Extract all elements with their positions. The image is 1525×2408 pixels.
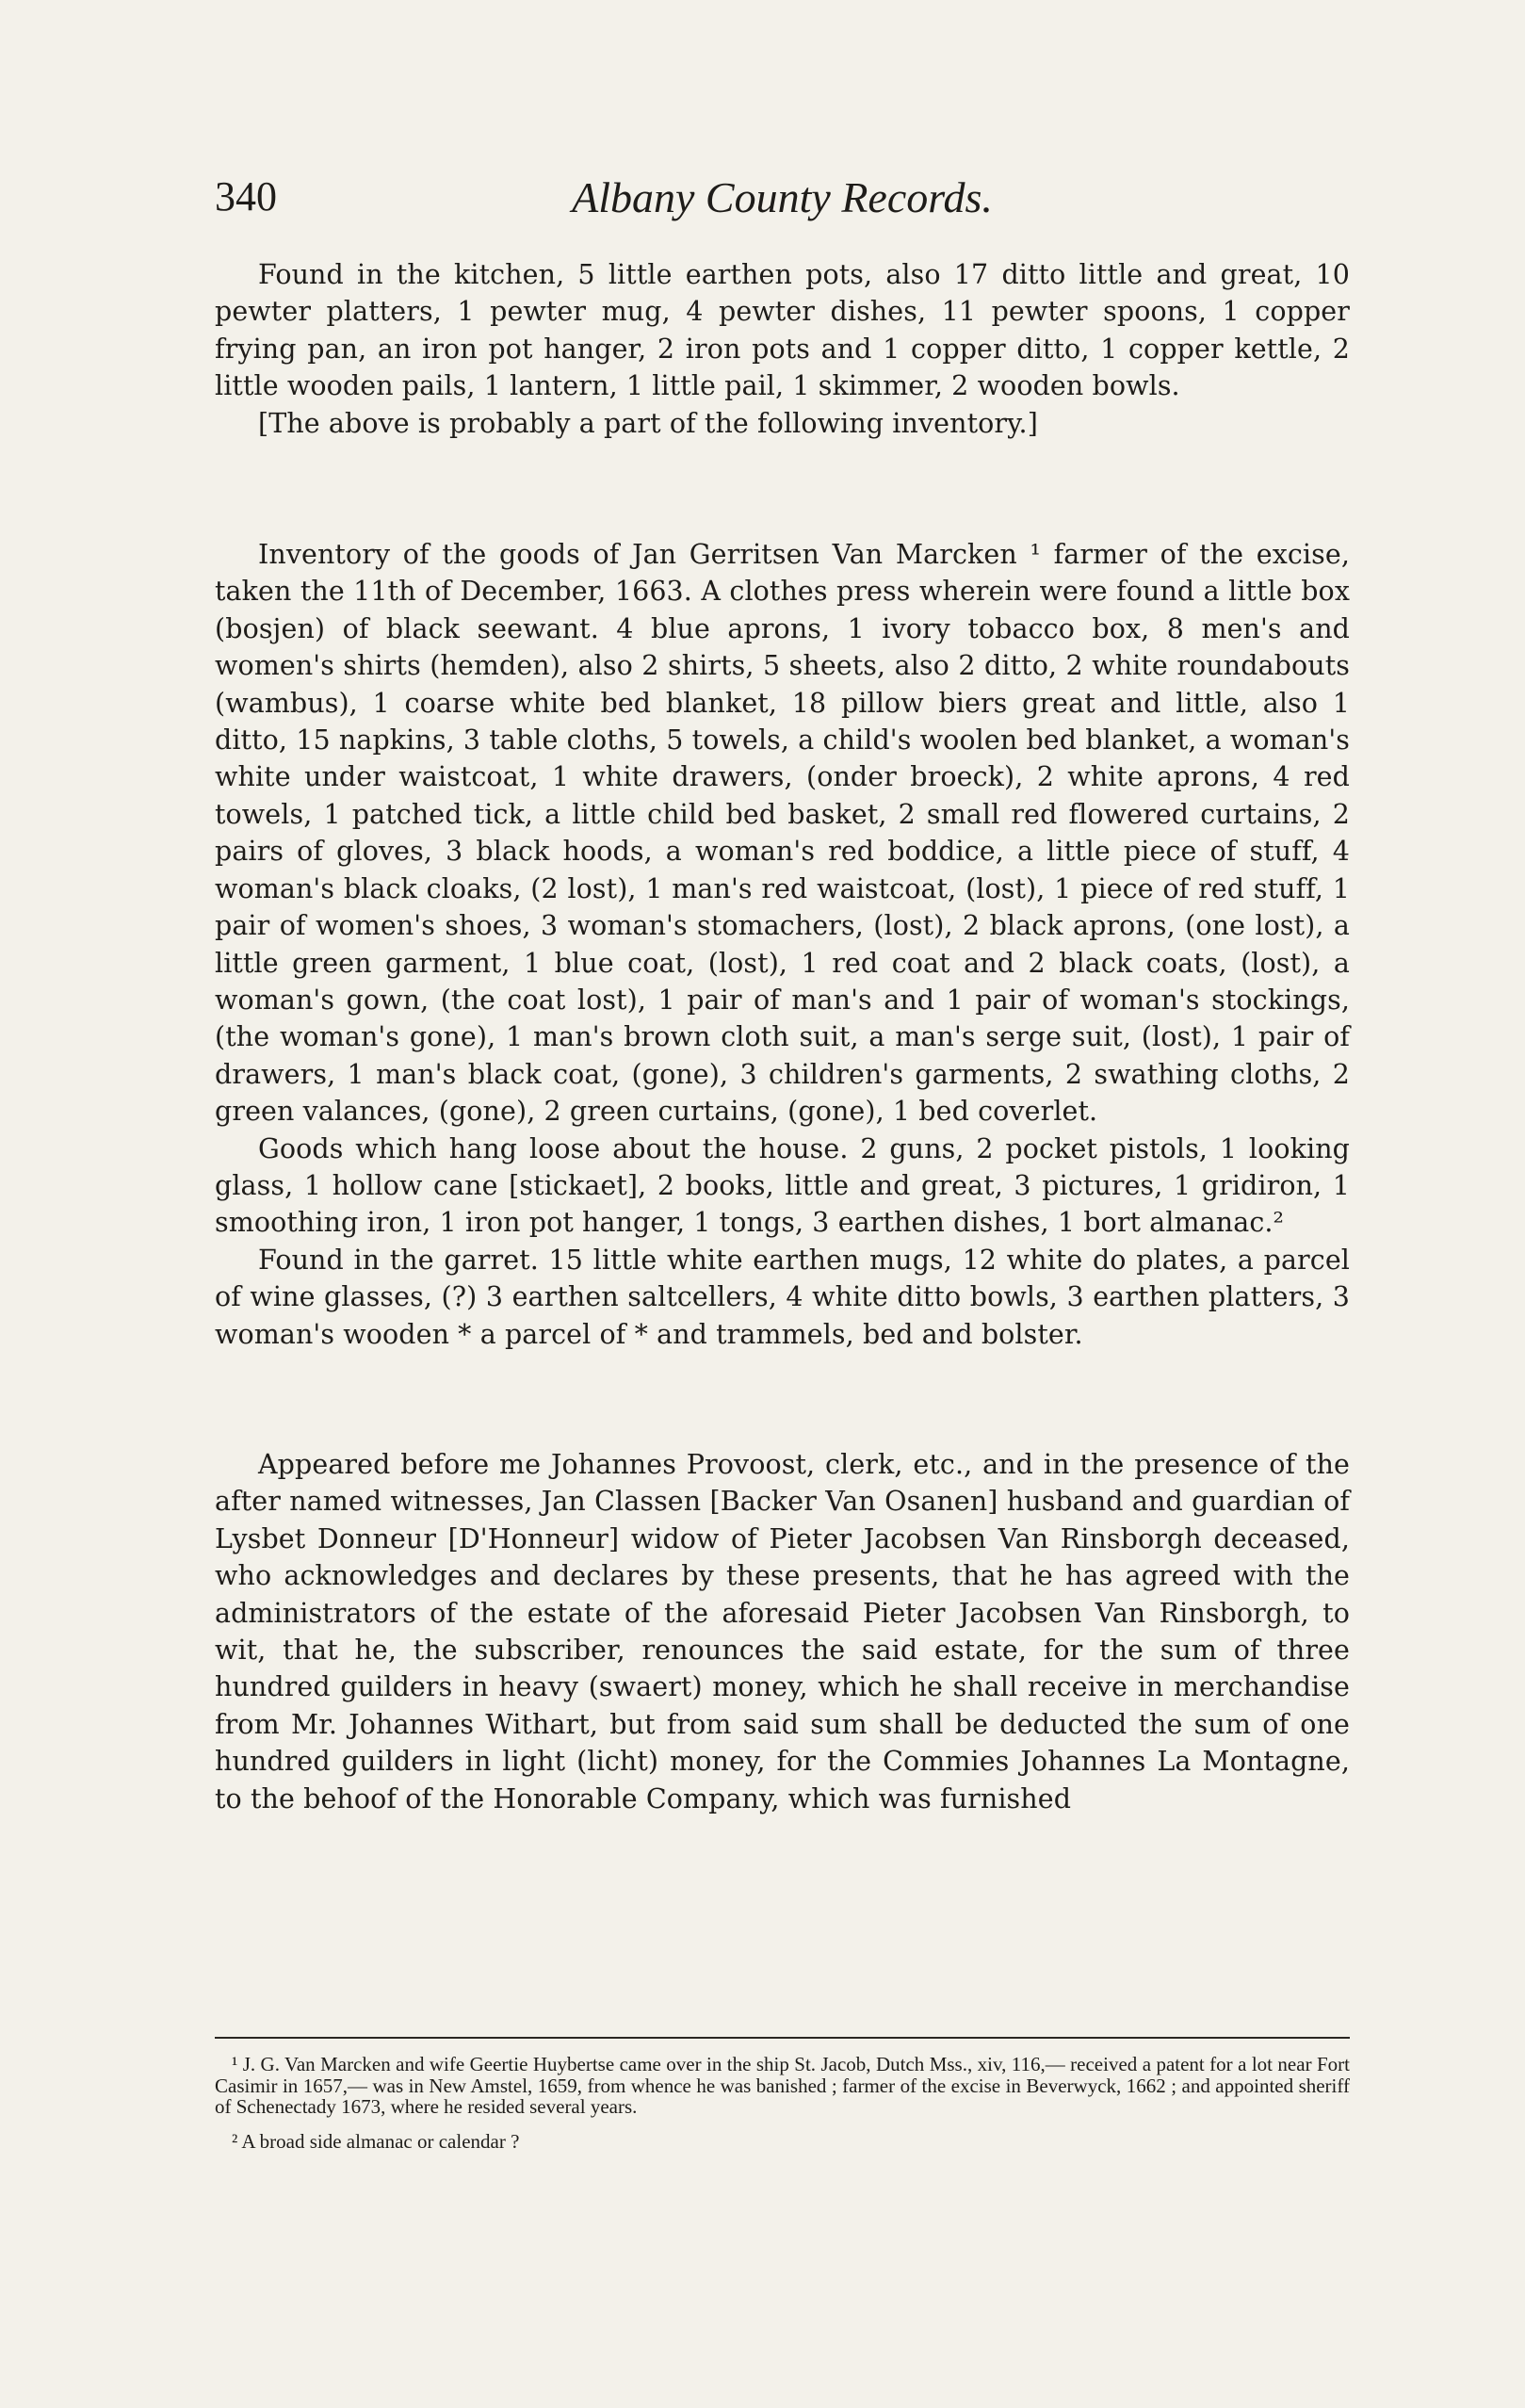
paragraph-garret: Found in the garret. 15 little white earthen mugs, 12 white do plates, a parcel of wine glasses, (?) 3 earthen saltcellers, 4 white ditto bowls, 3 earthen platters, 3 woman's wooden * a parcel of * and trammels, bed and bolster.	[215, 1244, 1350, 1350]
paragraph-inventory: Inventory of the goods of Jan Gerritsen Van Marcken ¹ farmer of the excise, taken the 11th of December, 1663. A clothes press wherein were found a little box (bosjen) of black seewant. 4 blue aprons, 1 ivory tobacco box, 8 men's and women's shirts (hemden), also 2 shirts, 5 sheets, also 2 ditto, 2 white roundabouts (wambus), 1 coarse white bed blanket, 18 pillow biers great and little, also 1 ditto, 15 napkins, 3 table cloths, 5 towels, a child's woolen bed blanket, a woman's white under waistcoat, 1 white drawers, (onder broeck), 2 white aprons, 4 red towels, 1 patched tick, a little child bed basket, 2 small red flowered curtains, 2 pairs of gloves, 3 black hoods, a woman's red boddice, a little piece of stuff, 4 woman's black cloaks, (2 lost), 1 man's red waistcoat, (lost), 1 piece of red stuff, 1 pair of women's shoes, 3 woman's stomachers, (lost), 2 black aprons, (one lost), a little green garment, 1 blue coat, (lost), 1 red coat and 2 black coats, (lost), a woman's gown, (the coat lost), 1 pair of man's and 1 pair of woman's stockings, (the woman's gone), 1 man's brown cloth suit, a man's serge suit, (lost), 1 pair of drawers, 1 man's black coat, (gone), 3 children's garments, 2 swathing cloths, 2 green valances, (gone), 2 green curtains, (gone), 1 bed coverlet.	[215, 539, 1350, 1128]
paragraph-goods-loose: Goods which hang loose about the house. 2 guns, 2 pocket pistols, 1 looking glass, 1 hollow cane [stickaet], 2 books, little and great, 3 pictures, 1 gridiron, 1 smoothing iron, 1 iron pot hanger, 1 tongs, 3 earthen dishes, 1 bort almanac.²	[215, 1132, 1350, 1239]
paragraph-appeared: Appeared before me Johannes Provoost, clerk, etc., and in the presence of the after named witnesses, Jan Classen [Backer Van Osanen] husband and guardian of Lysbet Donneur [D'Honneur] widow of Pieter Jacobsen Van Rinsborgh deceased, who acknowledges and declares by these presents, that he has agreed with the administrators of the estate of the aforesaid Pieter Jacobsen Van Rinsborgh, to wit, that he, the subscriber, renounces the said estate, for the sum of three hundred guilders in heavy (swaert) money, which he shall receive in merchandise from Mr. Johannes Withart, but from said sum shall be deducted the sum of one hundred guilders in light (licht) money, for the Commies Johannes La Montagne, to the behoof of the Honorable Company, which was furnished	[215, 1448, 1350, 1814]
footnotes	[215, 2037, 1350, 2152]
page-header	[215, 172, 1350, 229]
running-title: Albany County Records.	[572, 173, 993, 221]
page-number: 340	[215, 173, 277, 220]
footnote-1: ¹ J. G. Van Marcken and wife Geertie Huybertse came over in the ship St. Jacob, Dutch Mss., xiv, 116,— received a patent for a lot near Fort Casimir in 1657,— was in New Amstel, 1659, from whence he was banished ; farmer of the excise in Beverwyck, 1662 ; and appointed sheriff of Schenectady 1673, where he resided several years.	[215, 2053, 1350, 2118]
paragraph-kitchen: Found in the kitchen, 5 little earthen pots, also 17 ditto little and great, 10 pewter platters, 1 pewter mug, 4 pewter dishes, 11 pewter spoons, 1 copper frying pan, an iron pot hanger, 2 iron pots and 1 copper ditto, 1 copper kettle, 2 little wooden pails, 1 lantern, 1 little pail, 1 skimmer, 2 wooden bowls.	[215, 259, 1350, 402]
footnote-2: ² A broad side almanac or calendar ?	[232, 2129, 520, 2153]
body-text	[215, 256, 1350, 1817]
paragraph-editorial-note: [The above is probably a part of the following inventory.]	[258, 407, 1038, 439]
